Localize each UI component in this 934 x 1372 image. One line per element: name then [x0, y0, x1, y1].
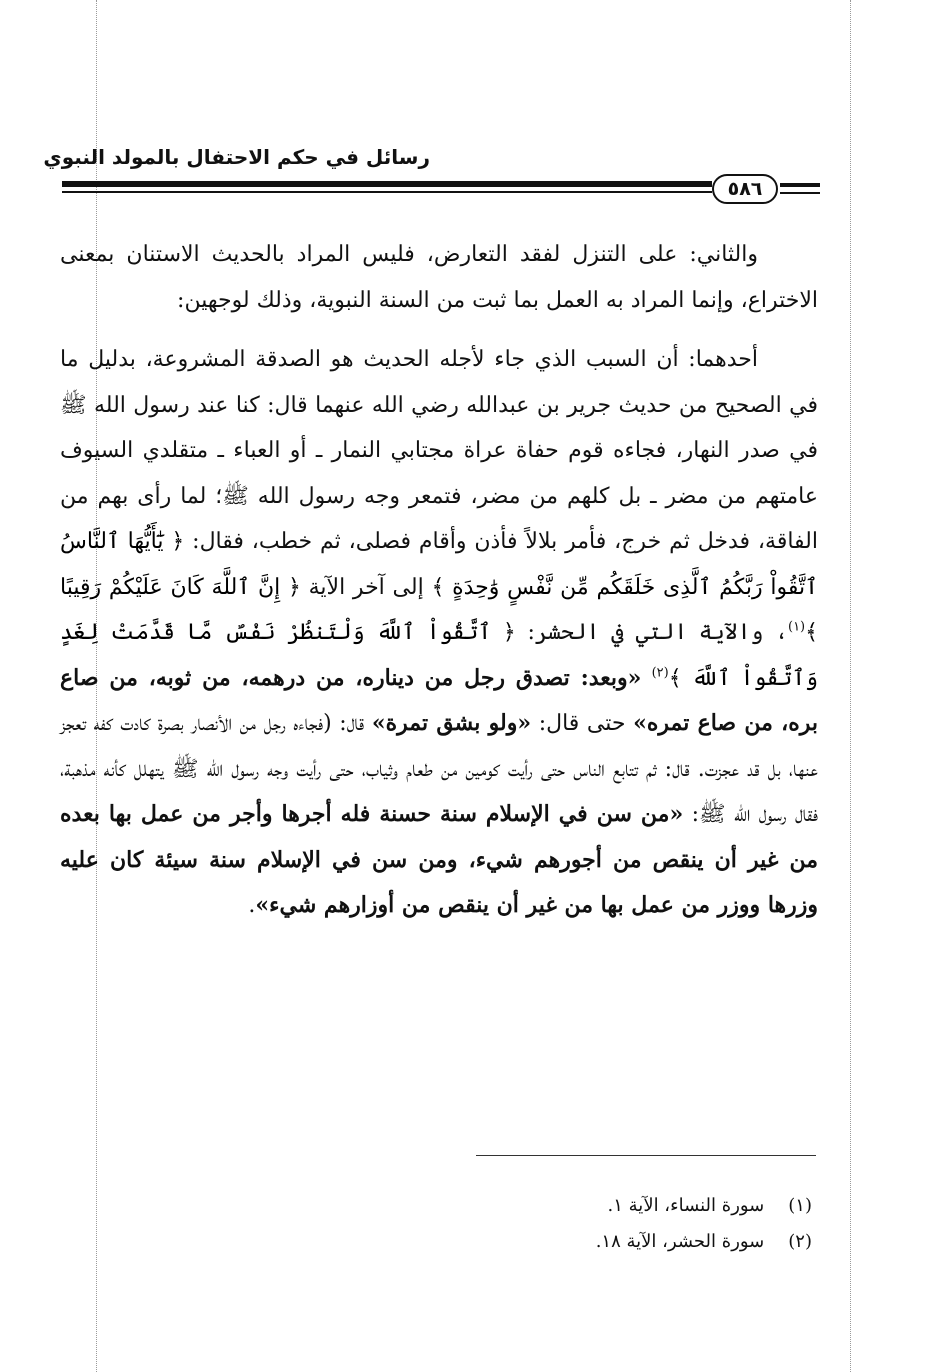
footnote-reference: (٢) [651, 665, 669, 681]
footnote-item [380, 1224, 812, 1260]
quran-quote: ﴿ إِنَّ ٱللَّهَ كَانَ عَلَيْكُمْ رَقِيبًا ﴾ [60, 574, 819, 645]
hadith-quote: «من سن في الإسلام سنة حسنة فله أجرها وأجر من عمل بها بعده من غير أن ينقص من أجورهم شيء، ومن سن في الإسلام سنة سيئة كان عليه وزرها ووزر من عمل بها من غير أن ينقص من أوزارهم شيء» [60, 801, 818, 918]
hadith-quote: «وبعد: تصدق رجل من ديناره، من درهمه، من ثوبه، من صاع بره، من صاع تمره» [60, 664, 819, 736]
paragraph-text: . [248, 893, 256, 918]
header-rule [780, 183, 820, 187]
paragraph-text: قال: (فجاءه رجل من الأنصار بصرة كادت كفه تعجز عنها، بل قد عجزت. قال: ثم تتابع الناس حتى رأيت كومين من طعام وثياب، حتى رأيت وجه رسول الله ﷺ يتهلل كأنه مذهبة، فقال رسول الله ﷺ: [60, 711, 818, 827]
quran-quote: ﴿ ٱتَّقُواْ ٱللَّهَ وَلْتَنظُرْ نَفْسٌ مَّا قَدَّمَتْ لِغَدٍ وَٱتَّقُواْ ٱللَّهَ ﴾ [60, 620, 818, 691]
paragraph-text: ، والآية التي في الحشر: [527, 620, 788, 645]
quran-quote: ﴿ يَٰٓأَيُّهَا ٱلنَّاسُ ٱتَّقُواْ رَبَّكُمُ ٱلَّذِى خَلَقَكُم مِّن نَّفْسٍ وَٰحِدَةٍ ﴾ [60, 529, 818, 600]
header-rule [780, 192, 820, 194]
main-text [60, 232, 818, 929]
header-rule [62, 191, 712, 193]
footnote-text: سورة النساء، الآية ١. [607, 1195, 765, 1216]
footnote-separator [476, 1155, 816, 1156]
footnote-item [380, 1188, 812, 1224]
scan-edge-line [850, 0, 851, 1372]
paragraph: والثاني: على التنزل لفقد التعارض، فليس المراد بالحديث الاستنان بمعنى الاختراع، وإنما المراد به العمل بما ثبت من السنة النبوية، وذلك لوجهين: [60, 242, 818, 313]
hadith-quote: «ولو بشق تمرة» [371, 710, 532, 736]
paragraph [60, 337, 818, 929]
paragraph-text: إلى آخر الآية [308, 574, 424, 600]
paragraph-text: أحدهما: أن السبب الذي جاء لأجله الحديث هو الصدقة المشروعة، بدليل ما في الصحيح من حديث جرير بن عبدالله رضي الله عنهما قال: كنا عند رسول الله ﷺ في صدر النهار، فجاءه قوم حفاة عراة مجتابي النمار ـ أو العباء ـ متقلدي السيوف عامتهم من مضر ـ بل كلهم من مضر، فتمعر وجه رسول الله ﷺ؛ لما رأى بهم من الفاقة، فدخل ثم خرج، فأمر بلالاً فأذن وأقام فصلى، ثم خطب، فقال: [60, 347, 818, 554]
footnote-reference: (١) [787, 619, 806, 635]
footnotes [380, 1188, 812, 1260]
footnote-number: (٢) [788, 1231, 812, 1252]
footnote-text: سورة الحشر، الآية ١٨. [595, 1231, 765, 1252]
page-number: ٥٨٦ [712, 174, 778, 204]
footnote-number: (١) [788, 1195, 812, 1216]
paragraph-text: حتى قال: [538, 711, 626, 736]
running-header-title: رسائل في حكم الاحتفال بالمولد النبوي [43, 145, 430, 169]
header-rule [62, 181, 712, 187]
